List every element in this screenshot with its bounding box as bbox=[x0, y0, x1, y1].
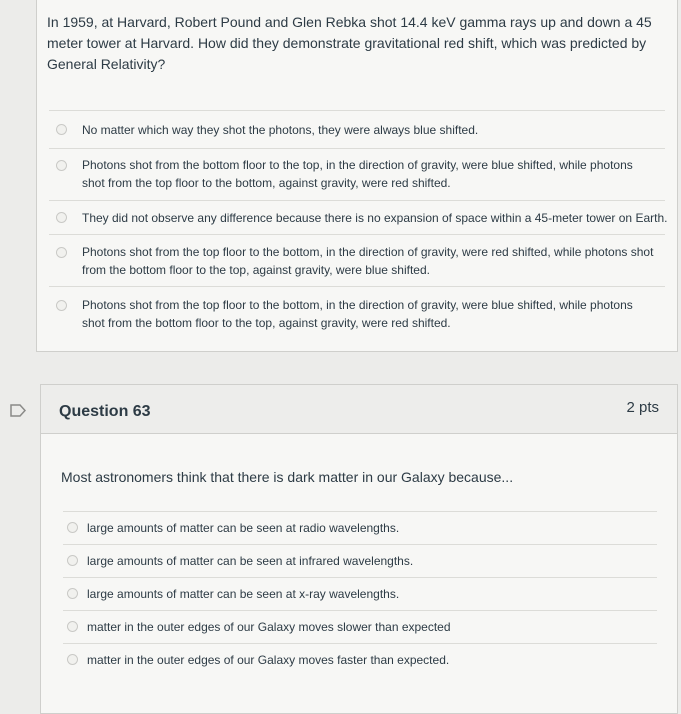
radio-button[interactable] bbox=[56, 160, 67, 171]
answer-label: Photons shot from the bottom floor to the top, in the direction of gravity, were blue shifted, while photons shot from the top floor to the bottom, against gravity, were red shifted. bbox=[82, 158, 633, 190]
question-title: Question 63 bbox=[59, 403, 151, 420]
flag-question-icon[interactable] bbox=[10, 404, 26, 417]
radio-button[interactable] bbox=[67, 654, 78, 665]
question-points: 2 pts bbox=[626, 399, 659, 416]
answer-option[interactable] bbox=[49, 200, 668, 234]
answer-option[interactable] bbox=[63, 643, 657, 676]
answer-label: matter in the outer edges of our Galaxy moves slower than expected bbox=[87, 620, 451, 634]
answer-label: They did not observe any difference because there is no expansion of space within a 45-meter tower on Earth. bbox=[82, 211, 668, 225]
answer-list bbox=[49, 110, 668, 346]
question-header bbox=[41, 385, 677, 434]
radio-button[interactable] bbox=[56, 124, 67, 135]
radio-button[interactable] bbox=[67, 555, 78, 566]
answer-option[interactable] bbox=[49, 110, 665, 148]
answer-option[interactable] bbox=[63, 544, 657, 577]
radio-button[interactable] bbox=[67, 621, 78, 632]
answer-option[interactable] bbox=[63, 577, 657, 610]
answer-label: matter in the outer edges of our Galaxy moves faster than expected. bbox=[87, 653, 450, 667]
radio-button[interactable] bbox=[67, 588, 78, 599]
question-text: In 1959, at Harvard, Robert Pound and Glen Rebka shot 14.4 keV gamma rays up and down a 45 meter tower at Harvard. How did they demonstrate gravitational red shift, which was predicted by General Relativity? bbox=[47, 14, 652, 72]
radio-button[interactable] bbox=[56, 247, 67, 258]
answer-label: large amounts of matter can be seen at x-ray wavelengths. bbox=[87, 587, 400, 601]
answer-label: large amounts of matter can be seen at radio wavelengths. bbox=[87, 521, 400, 535]
answer-label: Photons shot from the top floor to the bottom, in the direction of gravity, were red shifted, while photons shot from the bottom floor to the top, against gravity, were blue shifted. bbox=[82, 245, 654, 277]
question-card bbox=[40, 384, 678, 714]
answer-label: No matter which way they shot the photons, they were always blue shifted. bbox=[82, 123, 479, 137]
answer-option[interactable] bbox=[49, 148, 665, 200]
answer-label: large amounts of matter can be seen at infrared wavelengths. bbox=[87, 554, 414, 568]
radio-button[interactable] bbox=[67, 522, 78, 533]
answer-option[interactable] bbox=[63, 610, 657, 643]
question-text: Most astronomers think that there is dark matter in our Galaxy because... bbox=[61, 469, 514, 485]
answer-label: Photons shot from the top floor to the bottom, in the direction of gravity, were blue shifted, while photons shot from the bottom floor to the top, against gravity, were red shifted. bbox=[82, 298, 633, 330]
answer-list bbox=[63, 511, 657, 676]
radio-button[interactable] bbox=[56, 300, 67, 311]
answer-option[interactable] bbox=[63, 511, 657, 544]
answer-option[interactable] bbox=[49, 286, 665, 346]
answer-option[interactable] bbox=[49, 234, 665, 286]
radio-button[interactable] bbox=[56, 212, 67, 223]
question-card-previous bbox=[36, 0, 678, 352]
